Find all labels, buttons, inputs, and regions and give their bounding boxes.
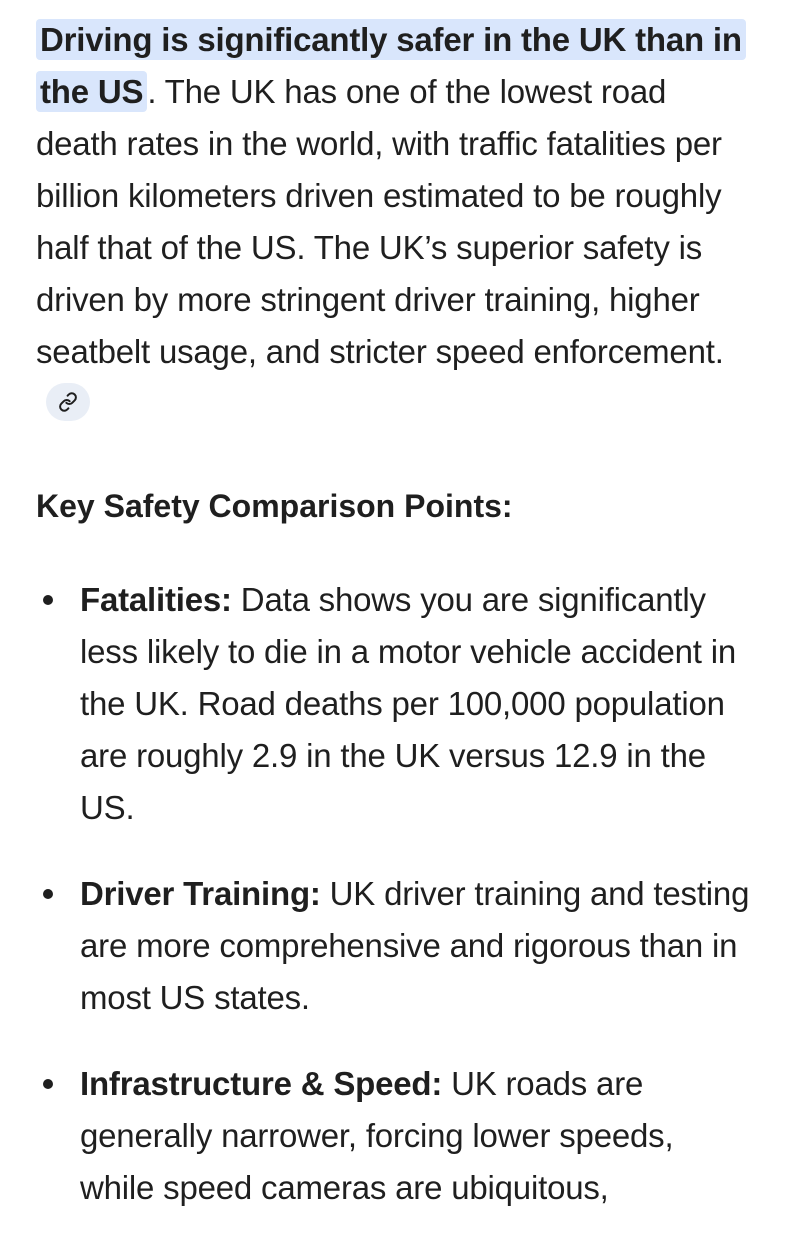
list-item: [36, 868, 756, 1024]
list-item: [36, 574, 756, 834]
section-heading: Key Safety Comparison Points:: [36, 488, 513, 524]
point-text: UK driver training and testing are more comprehensive and rigorous than in most US states.: [80, 875, 750, 1016]
comparison-list: [36, 574, 756, 1214]
point-title: Driver Training:: [80, 875, 321, 912]
list-item: [36, 1058, 756, 1214]
link-icon: [58, 392, 78, 412]
bullet-icon: [43, 595, 53, 605]
intro-paragraph: [36, 14, 756, 430]
bullet-icon: [43, 1079, 53, 1089]
point-title: Fatalities:: [80, 581, 232, 618]
highlighted-claim[interactable]: Driving is significantly safer in the UK than in the US: [36, 19, 746, 112]
source-link-chip[interactable]: [46, 383, 90, 421]
point-title: Infrastructure & Speed:: [80, 1065, 443, 1102]
bullet-icon: [43, 889, 53, 899]
intro-body: . The UK has one of the lowest road death rates in the world, with traffic fatalities per billion kilometers driven estimated to be roughly half that of the US. The UK’s superior safety is driven by more stringent driver training, higher seatbelt usage, and stricter speed enforcement.: [36, 73, 724, 370]
response-content: [36, 14, 756, 1248]
point-text: UK roads are generally narrower, forcing lower speeds, while speed cameras are ubiquitous,: [80, 1065, 674, 1206]
point-text: Data shows you are significantly less likely to die in a motor vehicle accident in the UK. Road deaths per 100,000 population are roughly 2.9 in the UK versus 12.9 in the US.: [80, 581, 737, 826]
